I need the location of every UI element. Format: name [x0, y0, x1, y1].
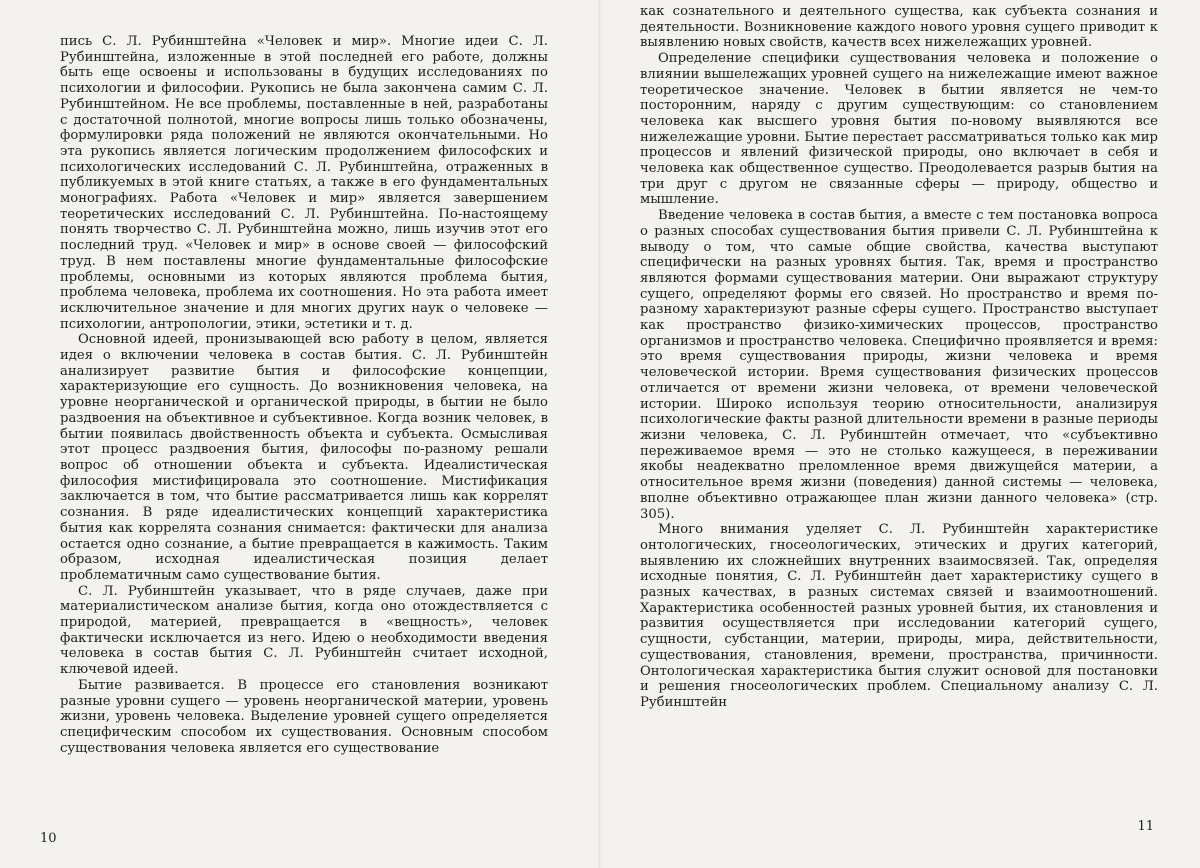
right-paragraph-1: как сознательного и деятельного существа, как субъекта сознания и деятельности. Возникновение каждого нового уровня сущего приводит к выявлению новых свойств, качеств всех нижележащих уровней.	[640, 4, 1158, 51]
left-paragraph-4: Бытие развивается. В процессе его становления возникают разные уровни сущего — уровень неорганической материи, уровень жизни, уровень человека. Выделение уровней сущего определяется специфическим способом их существования. Основным способом существования человека является его существование	[60, 677, 548, 756]
left-paragraph-2: Основной идеей, пронизывающей всю работу в целом, является идея о включении человека в состав бытия. С. Л. Рубинштейн анализирует развитие бытия и философские концепции, характеризующие его сущность. До возникновения человека, на уровне неорганической и органической природы, в бытии не было раздвоения на объективное и субъективное. Когда возник человек, в бытии появилась двойственность объекта и субъекта. Осмысливая этот процесс раздвоения бытия, философы по-разному решали вопрос об отношении объекта и субъекта. Идеалистическая философия мистифицировала это соотношение. Мистификация заключается в том, что бытие рассматривается лишь как коррелят сознания. В ряде идеалистических концепций характеристика бытия как коррелята сознания снимается: фактически для анализа остается одно сознание, а бытие превращается в кажимость. Таким образом, исходная идеалистическая позиция делает проблематичным само существование бытия.	[60, 332, 548, 583]
right-page-number: 11	[1137, 819, 1154, 834]
left-page-number: 10	[40, 831, 57, 846]
right-paragraph-4: Много внимания уделяет С. Л. Рубинштейн характеристике онтологических, гносеологических, этических и других категорий, выявлению их сложнейших внутренних взаимосвязей. Так, определяя исходные понятия, С. Л. Рубинштейн дает характеристику сущего в разных качествах, в разных системах связей и взаимоотношений. Характеристика особенностей разных уровней бытия, их становления и развития осуществляется при исследовании категорий сущего, сущности, субстанции, материи, природы, мира, действительности, существования, становления, времени, пространства, причинности. Онтологическая характеристика бытия служит основой для постановки и решения гносеологических проблем. Специальному анализу С. Л. Рубинштейн	[640, 522, 1158, 710]
left-paragraph-1: пись С. Л. Рубинштейна «Человек и мир». Многие идеи С. Л. Рубинштейна, изложенные в этой последней его работе, должны быть еще освоены и использованы в будущих исследованиях по психологии и философии. Рукопись не была закончена самим С. Л. Рубинштейном. Не все проблемы, поставленные в ней, разработаны с достаточной полнотой, многие вопросы лишь только обозначены, формулировки ряда положений не являются окончательными. Но эта рукопись является логическим продолжением философских и психологических исследований С. Л. Рубинштейна, отраженных в публикуемых в этой книге статьях, а также в его фундаментальных монографиях. Работа «Человек и мир» является завершением теоретических исследований С. Л. Рубинштейна. По-настоящему понять творчество С. Л. Рубинштейна можно, лишь изучив этот его последний труд. «Человек и мир» в основе своей — философский труд. В нем поставлены многие фундаментальные философские проблемы, основными из которых являются проблема бытия, проблема человека, проблема их соотношения. Но эта работа имеет исключительное значение и для многих других наук о человеке — психологии, антропологии, этики, эстетики и т. д.	[60, 34, 548, 332]
left-paragraph-3: С. Л. Рубинштейн указывает, что в ряде случаев, даже при материалистическом анализе бытия, когда оно отождествляется с природой, материей, превращается в «вещность», человек фактически исключается из него. Идею о необходимости введения человека в состав бытия С. Л. Рубинштейн считает исходной, ключевой идеей.	[60, 583, 548, 678]
right-paragraph-2: Определение специфики существования человека и положение о влиянии вышележащих уровней сущего на нижележащие имеют важное теоретическое значение. Человек в бытии является не чем-то посторонним, наряду с другим существующим: со становлением человека как высшего уровня бытия по-новому выявляются все нижележащие уровни. Бытие перестает рассматриваться только как мир процессов и явлений физической природы, оно включает в себя и человека как общественное существо. Преодолевается разрыв бытия на три друг с другом не связанные сферы — природу, общество и мышление.	[640, 51, 1158, 208]
right-page	[600, 0, 1200, 868]
right-paragraph-3: Введение человека в состав бытия, а вместе с тем постановка вопроса о разных способах существования бытия привели С. Л. Рубинштейна к выводу о том, что самые общие свойства, качества выступают специфически на разных уровнях бытия. Так, время и пространство являются формами существования материи. Они выражают структуру сущего, определяют формы его связей. Но пространство и время по-разному характеризуют разные сферы сущего. Пространство выступает как пространство физико-химических процессов, пространство организмов и пространство человека. Специфично проявляется и время: это время существования природы, жизни человека и время человеческой истории. Время существования физических процессов отличается от времени жизни человека, от времени человеческой истории. Широко используя теорию относительности, анализируя психологические факты разной длительности времени в разные периоды жизни человека, С. Л. Рубинштейн отмечает, что «субъективно переживаемое время — это не столько кажущееся, в переживании якобы неадекватно преломленное время движущейся материи, а относительное время жизни (поведения) данной системы — человека, вполне объективно отражающее план жизни данного человека» (стр. 305).	[640, 208, 1158, 522]
